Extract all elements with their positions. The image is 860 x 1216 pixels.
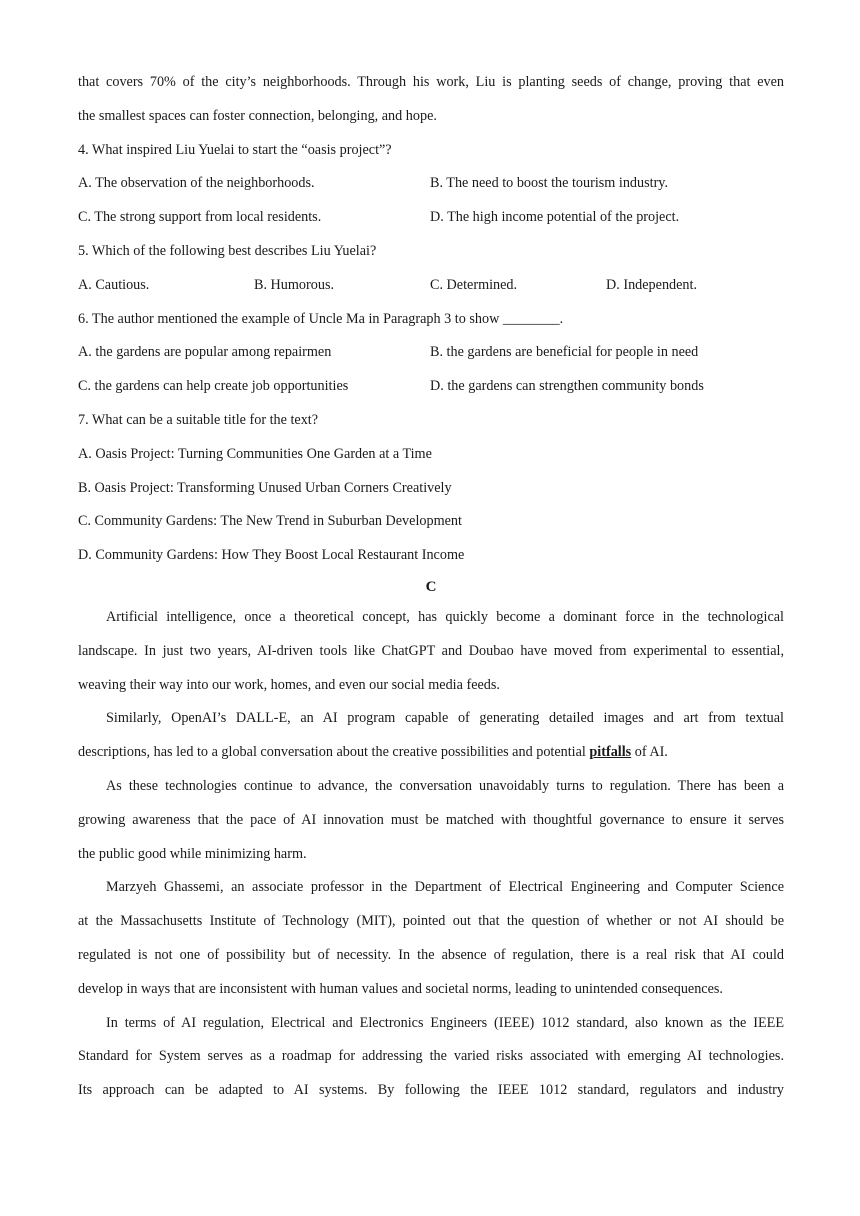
text-line: regulated is not one of possibility but of necessity. In the absence of regulation, there is a real risk that AI could [78,946,784,963]
paragraph-2 [78,702,784,770]
option-c: C. the gardens can help create job opportunities [78,378,349,395]
paragraph-5 [78,1007,784,1108]
document-page [78,66,784,1108]
option-b: B. The need to boost the tourism industry. [430,175,669,192]
option-row [78,269,784,303]
option-a: A. The observation of the neighborhoods. [78,175,315,192]
option-row [78,167,784,201]
passage-b-ending [78,66,784,134]
text-line [78,736,784,770]
text-line: Standard for System serves as a roadmap for addressing the varied risks associated with emerging AI technologies. [78,1048,784,1065]
paragraph-3 [78,770,784,871]
text-line: Its approach can be adapted to AI systems. By following the IEEE 1012 standard, regulators and industry [78,1082,784,1099]
question-6 [78,303,784,404]
option-b: B. Humorous. [254,276,335,293]
text-line: In terms of AI regulation, Electrical and Electronics Engineers (IEEE) 1012 standard, also known as the IEEE [106,1014,784,1031]
question-5 [78,235,784,303]
text-line: at the Massachusetts Institute of Technology (MIT), pointed out that the question of whether or not AI should be [78,913,784,930]
section-heading: C [425,578,437,595]
option-row [78,201,784,235]
option-c: C. The strong support from local residents. [78,209,322,226]
option-row [78,370,784,404]
option-b: B. the gardens are beneficial for people in need [430,344,699,361]
text-line: that covers 70% of the city’s neighborhoods. Through his work, Liu is planting seeds of change, proving that even [78,74,784,90]
question-stem: 6. The author mentioned the example of Uncle Ma in Paragraph 3 to show ________. [78,310,564,327]
option-c: C. Community Gardens: The New Trend in Suburban Development [78,513,462,530]
paragraph-4 [78,871,784,1006]
paragraph-1 [78,601,784,702]
option-d: D. Independent. [606,276,698,293]
text-line: Artificial intelligence, once a theoretical concept, has quickly become a dominant force in the technological [106,608,784,625]
text-line: growing awareness that the pace of AI innovation must be matched with thoughtful governance to ensure it serves [78,811,784,828]
question-stem: 4. What inspired Liu Yuelai to start the “oasis project”? [78,141,392,158]
text-fragment: of AI. [634,744,668,761]
question-stem: 5. Which of the following best describes Liu Yuelai? [78,242,377,259]
keyword-pitfalls: pitfalls [589,744,632,761]
option-d: D. the gardens can strengthen community bonds [430,378,704,395]
option-a: A. the gardens are popular among repairmen [78,344,332,361]
text-line: Similarly, OpenAI’s DALL-E, an AI program capable of generating detailed images and art from textual [106,710,784,727]
text-line: the smallest spaces can foster connection, belonging, and hope. [78,107,437,124]
text-line: landscape. In just two years, AI-driven tools like ChatGPT and Doubao have moved from experimental to essential, [78,642,784,659]
option-d: D. The high income potential of the project. [430,209,680,226]
option-a: A. Oasis Project: Turning Communities One Garden at a Time [78,445,432,462]
text-line: weaving their way into our work, homes, and even our social media feeds. [78,676,500,693]
option-c: C. Determined. [430,276,518,293]
question-7 [78,404,784,573]
text-line: develop in ways that are inconsistent with human values and societal norms, leading to unintended consequences. [78,980,723,997]
question-4 [78,134,784,235]
option-d: D. Community Gardens: How They Boost Local Restaurant Income [78,547,465,564]
option-b: B. Oasis Project: Transforming Unused Urban Corners Creatively [78,479,452,496]
option-row [78,336,784,370]
text-fragment: descriptions, has led to a global conversation about the creative possibilities and potential [78,744,586,761]
text-line: the public good while minimizing harm. [78,845,307,862]
text-line: As these technologies continue to advance, the conversation unavoidably turns to regulation. There has been a [106,777,784,794]
option-a: A. Cautious. [78,276,150,293]
text-line: Marzyeh Ghassemi, an associate professor in the Department of Electrical Engineering and Computer Science [106,879,784,896]
question-stem: 7. What can be a suitable title for the text? [78,411,319,428]
